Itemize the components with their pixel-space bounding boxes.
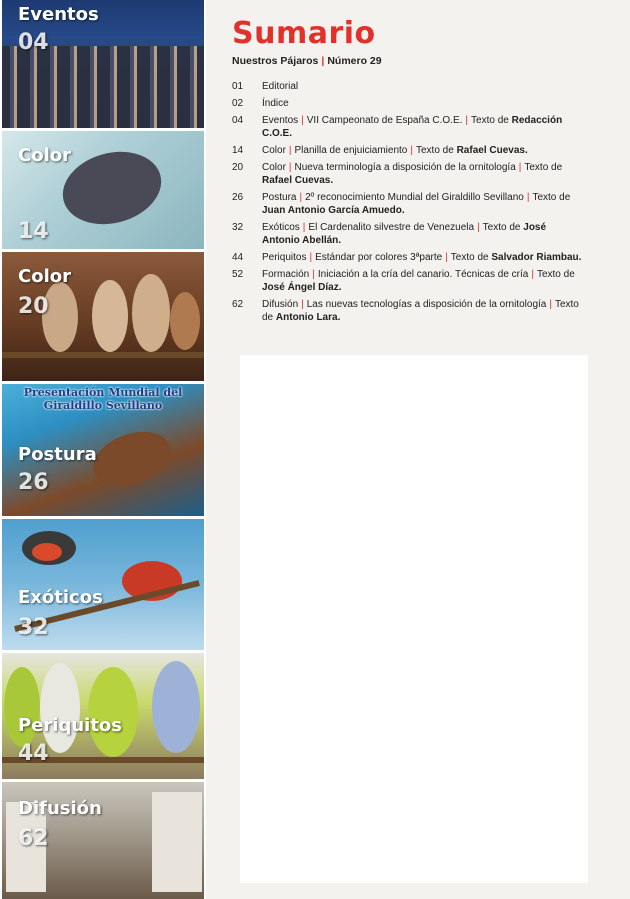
separator: |	[288, 162, 292, 173]
toc-by: Texto de	[532, 192, 571, 203]
bird-image	[152, 661, 200, 753]
issue-number: Número 29	[327, 55, 382, 67]
toc-author: Salvador Riambau.	[491, 252, 582, 263]
toc-entry[interactable]	[232, 114, 584, 140]
banner-line: Giraldillo Sevillano	[43, 399, 163, 412]
toc-title: Estándar por colores 3ªparte	[315, 252, 443, 263]
panel-color-20[interactable]	[2, 252, 204, 381]
toc-author: Antonio Lara.	[275, 312, 341, 323]
panel-name: Color	[18, 266, 71, 287]
panel-eventos[interactable]	[2, 0, 204, 128]
publication-line	[232, 55, 382, 67]
toc-text	[262, 144, 584, 157]
toc-section: Eventos	[262, 115, 299, 126]
bird-image	[170, 292, 200, 350]
toc-by: Texto de	[262, 299, 579, 323]
panel-name: Postura	[18, 444, 97, 465]
banner-line: Presentación Mundial del	[23, 386, 183, 399]
toc-entry[interactable]	[232, 97, 584, 110]
toc-page-number: 62	[232, 299, 244, 310]
separator: |	[518, 162, 522, 173]
panel-number: 20	[18, 294, 49, 319]
toc-section: Editorial	[262, 81, 299, 92]
toc-page-number: 52	[232, 269, 244, 280]
sidebar	[0, 0, 206, 899]
toc-title: Nueva terminología a disposición de la ornitología	[294, 162, 516, 173]
bird-image	[55, 141, 170, 234]
toc-section: Periquitos	[262, 252, 307, 263]
blank-panel	[240, 355, 588, 883]
toc-page-number: 01	[232, 81, 244, 92]
bird-image	[132, 274, 170, 352]
toc-text	[262, 80, 584, 93]
content	[206, 0, 630, 899]
panel-name: Exóticos	[18, 587, 103, 608]
toc-section: Postura	[262, 192, 297, 203]
toc-section: Difusión	[262, 299, 299, 310]
toc-author: José Ángel Díaz.	[262, 282, 342, 293]
toc-section: Color	[262, 162, 286, 173]
toc-text	[262, 161, 584, 187]
toc-title: Las nuevas tecnologías a disposición de la ornitología	[306, 299, 547, 310]
toc-by: Texto de	[450, 252, 489, 263]
toc-title: Iniciación a la cría del canario. Técnicas de cría	[317, 269, 529, 280]
bird-image	[88, 667, 138, 757]
separator: |	[299, 192, 303, 203]
separator: |	[465, 115, 469, 126]
separator: |	[301, 299, 304, 310]
publication-name: Nuestros Pájaros	[232, 55, 319, 67]
panel-name: Periquitos	[18, 715, 123, 736]
toc-text	[262, 298, 584, 324]
toc-author: Rafael Cuevas.	[456, 145, 528, 156]
toc-author: Rafael Cuevas.	[262, 175, 334, 186]
toc-text	[262, 251, 584, 264]
toc-page-number: 02	[232, 98, 244, 109]
separator: |	[410, 145, 413, 156]
toc-entry[interactable]	[232, 191, 584, 217]
separator: |	[531, 269, 534, 280]
toc-author: Redacción C.O.E.	[262, 115, 563, 139]
perch	[2, 352, 204, 358]
toc-entry[interactable]	[232, 268, 584, 294]
cage-rack	[152, 792, 202, 892]
separator: |	[549, 299, 552, 310]
panel-periquitos[interactable]	[2, 653, 204, 779]
panel-difusion[interactable]	[2, 782, 204, 899]
toc-by: Texto de	[536, 269, 575, 280]
toc-text	[262, 268, 584, 294]
panel-postura[interactable]	[2, 384, 204, 516]
toc-by: Texto de	[482, 222, 521, 233]
table-of-contents	[232, 80, 584, 328]
toc-section: Índice	[262, 98, 289, 109]
separator: |	[321, 55, 325, 67]
toc-page-number: 44	[232, 252, 244, 263]
separator: |	[526, 192, 530, 203]
toc-page-number: 14	[232, 145, 244, 156]
toc-by: Texto de	[471, 115, 509, 126]
toc-entry[interactable]	[232, 251, 584, 264]
toc-by: Texto de	[524, 162, 563, 173]
bird-breast	[32, 543, 62, 561]
panel-number: 04	[18, 30, 49, 55]
panel-banner	[2, 386, 204, 412]
toc-page-number: 20	[232, 162, 244, 173]
toc-entry[interactable]	[232, 161, 584, 187]
toc-entry[interactable]	[232, 221, 584, 247]
bird-image	[86, 422, 178, 496]
toc-title: VII Campeonato de España C.O.E.	[306, 115, 463, 126]
panel-number: 26	[18, 470, 49, 495]
toc-entry[interactable]	[232, 144, 584, 157]
page-title: Sumario	[232, 16, 376, 51]
toc-author: Juan Antonio García Amuedo.	[262, 205, 405, 216]
separator: |	[301, 115, 304, 126]
separator: |	[288, 145, 292, 156]
group-photo	[2, 46, 204, 128]
separator: |	[309, 252, 313, 263]
separator: |	[445, 252, 448, 263]
toc-page-number: 32	[232, 222, 244, 233]
bird-image	[92, 280, 128, 352]
toc-section: Color	[262, 145, 286, 156]
separator: |	[477, 222, 480, 233]
toc-entry[interactable]	[232, 298, 584, 324]
bird-image	[40, 663, 80, 753]
panel-name: Difusión	[18, 798, 102, 819]
panel-number: 32	[18, 615, 49, 640]
toc-text	[262, 221, 584, 247]
toc-author: José Antonio Abellán.	[262, 222, 547, 246]
panel-number: 44	[18, 741, 49, 766]
toc-page-number: 26	[232, 192, 244, 203]
toc-page-number: 04	[232, 115, 244, 126]
toc-title: Planilla de enjuiciamiento	[294, 145, 408, 156]
toc-title: El Cardenalito silvestre de Venezuela	[308, 222, 475, 233]
toc-text	[262, 97, 584, 110]
toc-title: 2º reconocimiento Mundial del Giraldillo Sevillano	[305, 192, 524, 203]
toc-section: Formación	[262, 269, 310, 280]
toc-section: Exóticos	[262, 222, 300, 233]
panel-number: 14	[18, 219, 49, 244]
separator: |	[302, 222, 306, 233]
panel-number: 62	[18, 826, 49, 851]
panel-exoticos[interactable]	[2, 519, 204, 650]
separator: |	[312, 269, 315, 280]
toc-entry[interactable]	[232, 80, 584, 93]
toc-by: Texto de	[415, 145, 454, 156]
panel-name: Color	[18, 145, 71, 166]
panel-name: Eventos	[18, 4, 99, 25]
panel-color-14[interactable]	[2, 131, 204, 249]
toc-text	[262, 114, 584, 140]
toc-text	[262, 191, 584, 217]
